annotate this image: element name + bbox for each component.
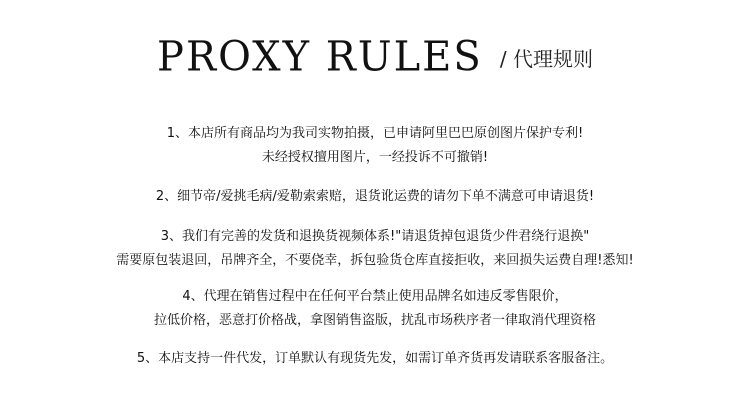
page-title: PROXY RULES xyxy=(157,33,483,81)
rule-1-line-2: 未经授权擅用图片，一经投诉不可撤销! xyxy=(261,150,489,165)
rule-item-1 xyxy=(0,122,750,170)
rule-1-line-1: 1、本店所有商品均为我司实物拍摄，已申请阿里巴巴原创图片保护专利! xyxy=(166,126,584,141)
rule-item-5 xyxy=(0,347,750,371)
rules-list xyxy=(0,122,750,371)
page-subtitle: / 代理规则 xyxy=(499,46,593,71)
rule-4-line-1: 4、代理在销售过程中在任何平台禁止使用品牌名如违反零售限价， xyxy=(182,289,568,304)
rule-item-3 xyxy=(0,225,750,273)
rule-item-2 xyxy=(0,185,750,209)
rule-3-line-2: 需要原包装退回，吊牌齐全，不要侥幸，拆包验货仓库直接拒收，来回损失运费自理!悉知! xyxy=(116,253,634,268)
rule-3-line-1: 3、我们有完善的发货和退换货视频体系!"请退货掉包退货少件君绕行退换" xyxy=(160,229,590,244)
rule-4-line-2: 拉低价格，恶意打价格战，拿图销售盗版，扰乱市场秩序者一律取消代理资格 xyxy=(153,313,596,328)
rule-5-line-1: 5、本店支持一件代发，订单默认有现货先发，如需订单齐货再发请联系客服备注。 xyxy=(136,351,614,366)
rule-2-line-1: 2、细节帝/爱挑毛病/爱勒索索赔，退货讹运费的请勿下单不满意可申请退货! xyxy=(155,189,595,204)
header xyxy=(0,34,750,90)
rule-item-4 xyxy=(0,285,750,333)
